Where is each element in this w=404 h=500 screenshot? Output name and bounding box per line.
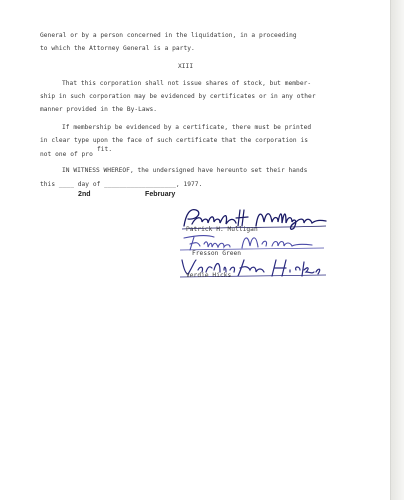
signer-name: Verdie Hicks (186, 272, 232, 279)
signer-name: Fresson Green (192, 250, 242, 257)
witness-line: IN WITNESS WHEREOF, the undersigned have hereunto set their hands (62, 167, 308, 174)
signer-name: Patrick H. Mulligan (186, 226, 258, 233)
page-edge (391, 0, 404, 500)
day-fill: 2nd (78, 191, 91, 198)
text-insertion: fit. (97, 146, 113, 153)
witness-date-line: this ____ day of ___________________, 1977. (40, 181, 203, 188)
text-line: to which the Attorney General is a party. (40, 45, 195, 52)
text-line: If membership be evidenced by a certificate, there must be printed (62, 124, 312, 131)
text-line: ship in such corporation may be evidenced by certificates or in any other (40, 93, 316, 100)
text-line: General or by a person concerned in the liquidation, in a proceeding (40, 32, 297, 39)
text-line: in clear type upon the face of such certificate that the corporation is (40, 137, 309, 144)
section-heading: XIII (178, 63, 194, 70)
text-line: manner provided in the By-Laws. (40, 106, 158, 113)
month-fill: February (145, 191, 176, 198)
text-line: That this corporation shall not issue shares of stock, but member- (62, 80, 312, 87)
text-line: not one of pro (40, 151, 93, 158)
